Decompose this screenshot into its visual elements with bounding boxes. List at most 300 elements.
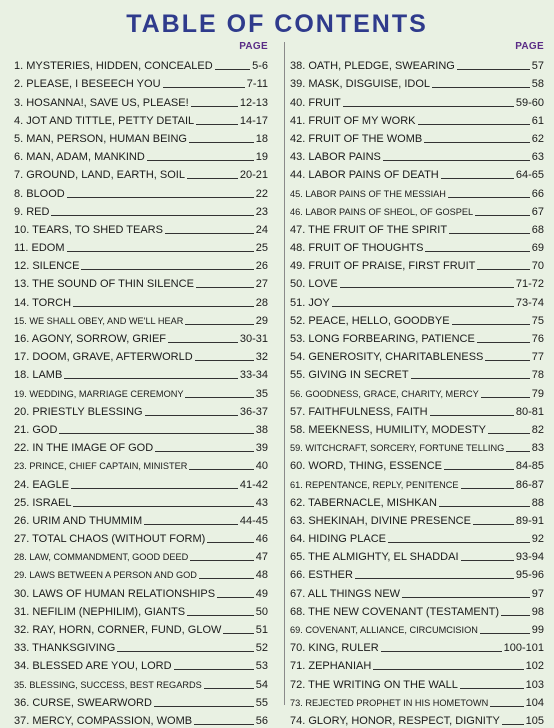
toc-entry xyxy=(290,601,544,619)
toc-entry-title: 26. URIM AND THUMMIM xyxy=(14,514,143,527)
leader-line xyxy=(460,688,524,689)
leader-line xyxy=(411,378,530,379)
toc-entry xyxy=(290,673,544,691)
leader-line xyxy=(432,87,530,88)
toc-entry xyxy=(290,655,544,673)
toc-entry-page: 41-42 xyxy=(239,478,268,491)
leader-line xyxy=(425,251,529,252)
toc-column-right xyxy=(290,41,544,728)
leader-line xyxy=(490,706,523,707)
leader-line xyxy=(187,615,254,616)
toc-entry-title: 3. HOSANNA!, SAVE US, PLEASE! xyxy=(14,96,189,109)
leader-line xyxy=(448,197,530,198)
toc-entry xyxy=(14,346,268,364)
leader-line xyxy=(168,342,238,343)
toc-entry xyxy=(290,201,544,219)
toc-entry xyxy=(290,473,544,491)
toc-entry xyxy=(290,401,544,419)
toc-entry-title: 21. GOD xyxy=(14,423,58,436)
leader-line xyxy=(461,560,514,561)
toc-entry-page: 71-72 xyxy=(515,278,544,291)
toc-entry-title: 14. TORCH xyxy=(14,296,72,309)
toc-entry-title: 52. PEACE, HELLO, GOODBYE xyxy=(290,314,450,327)
leader-line xyxy=(59,433,253,434)
leader-line xyxy=(81,269,253,270)
toc-entry xyxy=(290,437,544,455)
toc-entry-page: 55 xyxy=(255,696,268,709)
leader-line xyxy=(343,106,514,107)
toc-entry-title: 53. LONG FORBEARING, PATIENCE xyxy=(290,333,475,345)
toc-entry-title: 49. FRUIT OF PRAISE, FIRST FRUIT xyxy=(290,260,476,273)
toc-entry-title: 39. MASK, DISGUISE, IDOL xyxy=(290,78,430,91)
toc-entry xyxy=(290,419,544,437)
toc-entry-page: 57 xyxy=(531,60,544,73)
toc-entry-title: 44. LABOR PAINS OF DEATH xyxy=(290,169,439,182)
toc-entry-title: 64. HIDING PLACE xyxy=(290,533,386,546)
toc-entry-title: 37. MERCY, COMPASSION, WOMB xyxy=(14,714,193,727)
toc-entry-title: 13. THE SOUND OF THIN SILENCE xyxy=(14,278,194,291)
leader-line xyxy=(217,597,254,598)
toc-entry-title: 62. TABERNACLE, MISHKAN xyxy=(290,496,437,509)
toc-entry-page: 98 xyxy=(531,605,544,618)
toc-entry-page: 89-91 xyxy=(515,514,544,527)
toc-entry-page: 12-13 xyxy=(239,96,268,109)
leader-line xyxy=(388,542,530,543)
page-column-header: PAGE xyxy=(515,41,544,52)
toc-entry xyxy=(14,601,268,619)
leader-line xyxy=(73,506,253,507)
page-title: TABLE OF CONTENTS xyxy=(126,10,428,38)
toc-entry-title: 1. MYSTERIES, HIDDEN, CONCEALED xyxy=(14,60,213,73)
leader-line xyxy=(67,251,254,252)
leader-line xyxy=(207,542,253,543)
toc-entry-page: 59-60 xyxy=(515,96,544,109)
toc-entry xyxy=(290,291,544,309)
toc-entry-title: 2. PLEASE, I BESEECH YOU xyxy=(14,78,161,91)
leader-line xyxy=(480,633,530,634)
toc-entry-page: 88 xyxy=(531,496,544,509)
toc-entry-page: 62 xyxy=(531,132,544,145)
toc-column-left xyxy=(14,41,268,728)
leader-line xyxy=(73,306,254,307)
toc-entry-title: 50. LOVE xyxy=(290,278,338,291)
toc-entry-page: 36-37 xyxy=(239,405,268,418)
leader-line xyxy=(418,124,530,125)
leader-line xyxy=(196,124,238,125)
toc-entry-page: 66 xyxy=(531,187,544,200)
leader-line xyxy=(475,215,530,216)
leader-line xyxy=(145,415,238,416)
toc-entry-title: 29. LAWS BETWEEN A PERSON AND GOD xyxy=(14,570,197,581)
toc-entry-page: 48 xyxy=(255,569,268,582)
toc-entry-title: 34. BLESSED ARE YOU, LORD xyxy=(14,660,172,673)
toc-entry-title: 67. ALL THINGS NEW xyxy=(290,587,401,600)
toc-entry xyxy=(290,346,544,364)
leader-line xyxy=(163,87,245,88)
toc-entry xyxy=(290,91,544,109)
leader-line xyxy=(155,451,254,452)
toc-entry xyxy=(290,637,544,655)
toc-entry-title: 31. NEFILIM (NEPHILIM), GIANTS xyxy=(14,605,186,618)
toc-entry-page: 80-81 xyxy=(515,405,544,418)
toc-entry-title: 48. FRUIT OF THOUGHTS xyxy=(290,242,424,255)
toc-entry-title: 30. LAWS OF HUMAN RELATIONSHIPS xyxy=(14,587,216,600)
toc-entry-title: 19. WEDDING, MARRIAGE CEREMONY xyxy=(14,388,184,399)
toc-entry-title: 41. FRUIT OF MY WORK xyxy=(290,114,416,127)
toc-entry xyxy=(290,110,544,128)
toc-entry-page: 76 xyxy=(531,333,544,345)
toc-entry xyxy=(14,73,268,91)
toc-entry xyxy=(290,710,544,728)
toc-entry-title: 71. ZEPHANIAH xyxy=(290,660,372,673)
toc-entry-page: 103 xyxy=(525,678,544,691)
toc-list-right xyxy=(290,55,544,728)
toc-entry xyxy=(14,619,268,637)
toc-entry xyxy=(14,419,268,437)
toc-entry-title: 35. BLESSING, SUCCESS, BEST REGARDS xyxy=(14,679,202,690)
leader-line xyxy=(473,524,514,525)
leader-line xyxy=(373,669,523,670)
leader-line xyxy=(174,669,254,670)
toc-list-left xyxy=(14,55,268,728)
leader-line xyxy=(381,651,502,652)
toc-entry xyxy=(14,473,268,491)
toc-entry xyxy=(14,637,268,655)
leader-line xyxy=(332,306,514,307)
toc-entry-title: 69. COVENANT, ALLIANCE, CIRCUMCISION xyxy=(290,625,478,635)
leader-line xyxy=(441,178,514,179)
toc-entry-page: 97 xyxy=(531,587,544,600)
leader-line xyxy=(383,160,530,161)
toc-entry-title: 11. EDOM xyxy=(14,242,65,255)
toc-entry-page: 53 xyxy=(255,660,268,673)
toc-entry xyxy=(290,310,544,328)
toc-entry-page: 44-45 xyxy=(239,514,268,527)
toc-entry-title: 61. REPENTANCE, REPLY, PENITENCE xyxy=(290,479,459,490)
toc-entry xyxy=(14,328,268,346)
toc-entry-page: 104 xyxy=(525,696,544,709)
toc-entry-title: 60. WORD, THING, ESSENCE xyxy=(290,460,442,473)
toc-entry-page: 83 xyxy=(531,442,544,455)
toc-entry xyxy=(14,546,268,564)
toc-entry xyxy=(14,255,268,273)
leader-line xyxy=(64,378,238,379)
toc-entry xyxy=(14,564,268,582)
leader-line xyxy=(191,106,238,107)
toc-entry-title: 40. FRUIT xyxy=(290,96,341,109)
toc-entry xyxy=(14,510,268,528)
toc-entry-page: 78 xyxy=(531,369,544,382)
leader-line xyxy=(215,69,250,70)
toc-entry-page: 18 xyxy=(255,132,268,145)
toc-entry-page: 93-94 xyxy=(515,551,544,564)
leader-line xyxy=(195,360,254,361)
toc-entry-page: 56 xyxy=(255,714,268,727)
toc-entry-title: 18. LAMB xyxy=(14,369,63,382)
leader-line xyxy=(189,469,253,470)
toc-entry xyxy=(290,128,544,146)
toc-entry-page: 43 xyxy=(255,496,268,509)
toc-entry xyxy=(290,455,544,473)
toc-entry-title: 25. ISRAEL xyxy=(14,496,72,509)
toc-entry-title: 32. RAY, HORN, CORNER, FUND, GLOW xyxy=(14,624,222,636)
leader-line xyxy=(424,142,530,143)
toc-entry-title: 16. AGONY, SORROW, GRIEF xyxy=(14,333,167,345)
leader-line xyxy=(185,397,253,398)
toc-entry-page: 46 xyxy=(255,533,268,546)
leader-line xyxy=(67,197,254,198)
toc-entry-page: 75 xyxy=(531,314,544,327)
toc-entry-page: 26 xyxy=(255,260,268,273)
leader-line xyxy=(444,469,514,470)
toc-entry-title: 38. OATH, PLEDGE, SWEARING xyxy=(290,60,455,73)
toc-entry xyxy=(14,146,268,164)
leader-line xyxy=(51,215,253,216)
toc-entry-title: 46. LABOR PAINS OF SHEOL, OF GOSPEL xyxy=(290,206,474,217)
toc-entry-title: 28. LAW, COMMANDMENT, GOOD DEED xyxy=(14,552,189,563)
toc-entry xyxy=(14,291,268,309)
leader-line xyxy=(196,287,254,288)
toc-entry xyxy=(14,492,268,510)
toc-entry-title: 54. GENEROSITY, CHARITABLENESS xyxy=(290,351,484,364)
toc-entry xyxy=(14,673,268,691)
toc-entry-title: 45. LABOR PAINS OF THE MESSIAH xyxy=(290,188,446,199)
toc-entry-page: 102 xyxy=(525,660,544,673)
leader-line xyxy=(461,488,514,489)
toc-entry-page: 28 xyxy=(255,296,268,309)
leader-line xyxy=(477,342,530,343)
toc-entry xyxy=(14,310,268,328)
leader-line xyxy=(194,724,254,725)
toc-entry xyxy=(290,219,544,237)
toc-entry-title: 20. PRIESTLY BLESSING xyxy=(14,405,143,418)
leader-line xyxy=(154,706,254,707)
toc-entry xyxy=(14,164,268,182)
toc-entry xyxy=(14,237,268,255)
leader-line xyxy=(449,233,530,234)
toc-entry xyxy=(290,55,544,73)
toc-entry-title: 7. GROUND, LAND, EARTH, SOIL xyxy=(14,169,185,182)
toc-entry-page: 22 xyxy=(255,187,268,200)
toc-entry-title: 72. THE WRITING ON THE WALL xyxy=(290,678,458,691)
toc-entry xyxy=(14,273,268,291)
toc-entry-title: 57. FAITHFULNESS, FAITH xyxy=(290,405,428,418)
toc-entry xyxy=(14,692,268,710)
toc-entry-title: 9. RED xyxy=(14,205,50,218)
toc-entry-page: 39 xyxy=(255,442,268,455)
leader-line xyxy=(506,451,530,452)
leader-line xyxy=(501,615,530,616)
toc-entry-title: 68. THE NEW COVENANT (TESTAMENT) xyxy=(290,605,500,618)
toc-entry-page: 19 xyxy=(255,151,268,164)
toc-entry-title: 55. GIVING IN SECRET xyxy=(290,369,409,382)
toc-entry xyxy=(290,273,544,291)
toc-entry xyxy=(290,582,544,600)
leader-line xyxy=(340,287,514,288)
leader-line xyxy=(147,160,254,161)
toc-entry xyxy=(290,692,544,710)
toc-entry-page: 64-65 xyxy=(515,169,544,182)
toc-entry-title: 4. JOT AND TITTLE, PETTY DETAIL xyxy=(14,114,195,127)
toc-entry xyxy=(290,492,544,510)
toc-entry-title: 47. THE FRUIT OF THE SPIRIT xyxy=(290,223,448,236)
toc-entry-page: 30-31 xyxy=(239,333,268,345)
leader-line xyxy=(402,597,530,598)
toc-entry xyxy=(14,364,268,382)
toc-entry-title: 66. ESTHER xyxy=(290,569,353,582)
toc-entry-title: 56. GOODNESS, GRACE, CHARITY, MERCY xyxy=(290,388,479,399)
toc-entry xyxy=(14,582,268,600)
leader-line xyxy=(165,233,254,234)
toc-entry-title: 24. EAGLE xyxy=(14,478,70,491)
toc-entry-page: 100-101 xyxy=(503,642,544,655)
toc-entry-page: 69 xyxy=(531,242,544,255)
toc-entry-title: 27. TOTAL CHAOS (WITHOUT FORM) xyxy=(14,533,206,546)
leader-line xyxy=(204,688,254,689)
toc-entry-page: 105 xyxy=(525,714,544,727)
toc-entry xyxy=(14,219,268,237)
toc-entry-page: 51 xyxy=(255,624,268,636)
toc-entry-title: 12. SILENCE xyxy=(14,260,80,273)
toc-entry-page: 70 xyxy=(531,260,544,273)
toc-entry-page: 38 xyxy=(255,423,268,436)
toc-entry xyxy=(290,510,544,528)
toc-entry-page: 77 xyxy=(531,351,544,364)
toc-entry xyxy=(14,528,268,546)
toc-entry xyxy=(14,710,268,728)
toc-entry xyxy=(14,655,268,673)
toc-entry-page: 35 xyxy=(255,387,268,400)
toc-entry-page: 14-17 xyxy=(239,114,268,127)
toc-entry-title: 17. DOOM, GRAVE, AFTERWORLD xyxy=(14,351,193,364)
leader-line xyxy=(190,560,254,561)
toc-entry-page: 25 xyxy=(255,242,268,255)
toc-entry-title: 23. PRINCE, CHIEF CAPTAIN, MINISTER xyxy=(14,461,188,472)
page-column-header: PAGE xyxy=(239,41,268,52)
toc-entry-title: 65. THE ALMIGHTY, EL SHADDAI xyxy=(290,551,459,564)
toc-entry xyxy=(14,110,268,128)
leader-line xyxy=(485,360,529,361)
leader-line xyxy=(481,397,530,398)
toc-entry-page: 95-96 xyxy=(515,569,544,582)
leader-line xyxy=(452,324,530,325)
toc-entry xyxy=(290,564,544,582)
toc-entry xyxy=(14,455,268,473)
toc-entry xyxy=(290,546,544,564)
toc-entry-title: 70. KING, RULER xyxy=(290,642,379,655)
toc-entry xyxy=(290,146,544,164)
toc-entry xyxy=(290,255,544,273)
leader-line xyxy=(488,433,530,434)
toc-entry-title: 6. MAN, ADAM, MANKIND xyxy=(14,151,145,164)
toc-entry-title: 58. MEEKNESS, HUMILITY, MODESTY xyxy=(290,423,487,436)
leader-line xyxy=(457,69,530,70)
leader-line xyxy=(477,269,529,270)
toc-entry xyxy=(290,328,544,346)
toc-entry-page: 32 xyxy=(255,351,268,364)
toc-entry-page: 99 xyxy=(531,624,544,636)
toc-entry-page: 84-85 xyxy=(515,460,544,473)
toc-entry-title: 33. THANKSGIVING xyxy=(14,642,116,655)
column-divider xyxy=(284,42,285,705)
leader-line xyxy=(189,142,254,143)
toc-entry-page: 49 xyxy=(255,587,268,600)
toc-entry-page: 68 xyxy=(531,223,544,236)
toc-entry-title: 42. FRUIT OF THE WOMB xyxy=(290,132,423,145)
toc-entry-page: 61 xyxy=(531,114,544,127)
leader-line xyxy=(117,651,253,652)
toc-entry-title: 63. SHEKINAH, DIVINE PRESENCE xyxy=(290,514,471,527)
toc-entry-page: 92 xyxy=(531,533,544,546)
toc-entry xyxy=(14,128,268,146)
toc-entry-title: 10. TEARS, TO SHED TEARS xyxy=(14,223,163,236)
toc-entry xyxy=(290,382,544,400)
leader-line xyxy=(199,578,254,579)
leader-line xyxy=(439,506,530,507)
toc-entry-page: 79 xyxy=(531,387,544,400)
toc-entry-page: 23 xyxy=(255,205,268,218)
toc-entry-page: 40 xyxy=(255,460,268,473)
toc-entry xyxy=(14,55,268,73)
toc-entry-title: 22. IN THE IMAGE OF GOD xyxy=(14,442,154,455)
toc-entry-title: 59. WITCHCRAFT, SORCERY, FORTUNE TELLING xyxy=(290,443,505,454)
toc-entry xyxy=(14,401,268,419)
toc-entry-page: 50 xyxy=(255,605,268,618)
leader-line xyxy=(144,524,238,525)
leader-line xyxy=(430,415,514,416)
toc-entry-page: 82 xyxy=(531,423,544,436)
toc-entry-page: 33-34 xyxy=(239,369,268,382)
toc-entry-page: 86-87 xyxy=(515,478,544,491)
toc-entry-title: 74. GLORY, HONOR, RESPECT, DIGNITY xyxy=(290,714,500,727)
toc-entry xyxy=(290,182,544,200)
toc-entry-title: 5. MAN, PERSON, HUMAN BEING xyxy=(14,132,187,145)
toc-entry-title: 43. LABOR PAINS xyxy=(290,151,381,164)
toc-entry-page: 58 xyxy=(531,78,544,91)
toc-entry xyxy=(290,619,544,637)
leader-line xyxy=(185,324,253,325)
toc-entry-page: 63 xyxy=(531,151,544,164)
toc-entry-page: 29 xyxy=(255,314,268,327)
toc-entry-page: 67 xyxy=(531,205,544,218)
toc-entry xyxy=(290,164,544,182)
leader-line xyxy=(355,578,514,579)
toc-entry xyxy=(290,237,544,255)
toc-entry-page: 47 xyxy=(255,551,268,564)
toc-entry xyxy=(14,201,268,219)
toc-entry-title: 73. REJECTED PROPHET IN HIS HOMETOWN xyxy=(290,697,489,708)
toc-entry xyxy=(14,382,268,400)
leader-line xyxy=(502,724,524,725)
toc-entry-title: 15. WE SHALL OBEY, AND WE'LL HEAR xyxy=(14,315,184,326)
leader-line xyxy=(223,633,253,634)
toc-entry-page: 52 xyxy=(255,642,268,655)
toc-entry-page: 73-74 xyxy=(515,296,544,309)
toc-entry-page: 20-21 xyxy=(239,169,268,182)
toc-entry xyxy=(14,182,268,200)
toc-entry-page: 7-11 xyxy=(246,78,268,91)
toc-entry-title: 51. JOY xyxy=(290,296,330,309)
toc-entry-title: 8. BLOOD xyxy=(14,187,65,200)
toc-entry-title: 36. CURSE, SWEARWORD xyxy=(14,696,152,709)
leader-line xyxy=(187,178,238,179)
toc-entry-page: 5-6 xyxy=(252,60,268,73)
toc-entry-page: 54 xyxy=(255,678,268,691)
toc-entry xyxy=(290,73,544,91)
toc-entry xyxy=(14,91,268,109)
toc-entry xyxy=(14,437,268,455)
toc-entry-page: 27 xyxy=(255,278,268,291)
